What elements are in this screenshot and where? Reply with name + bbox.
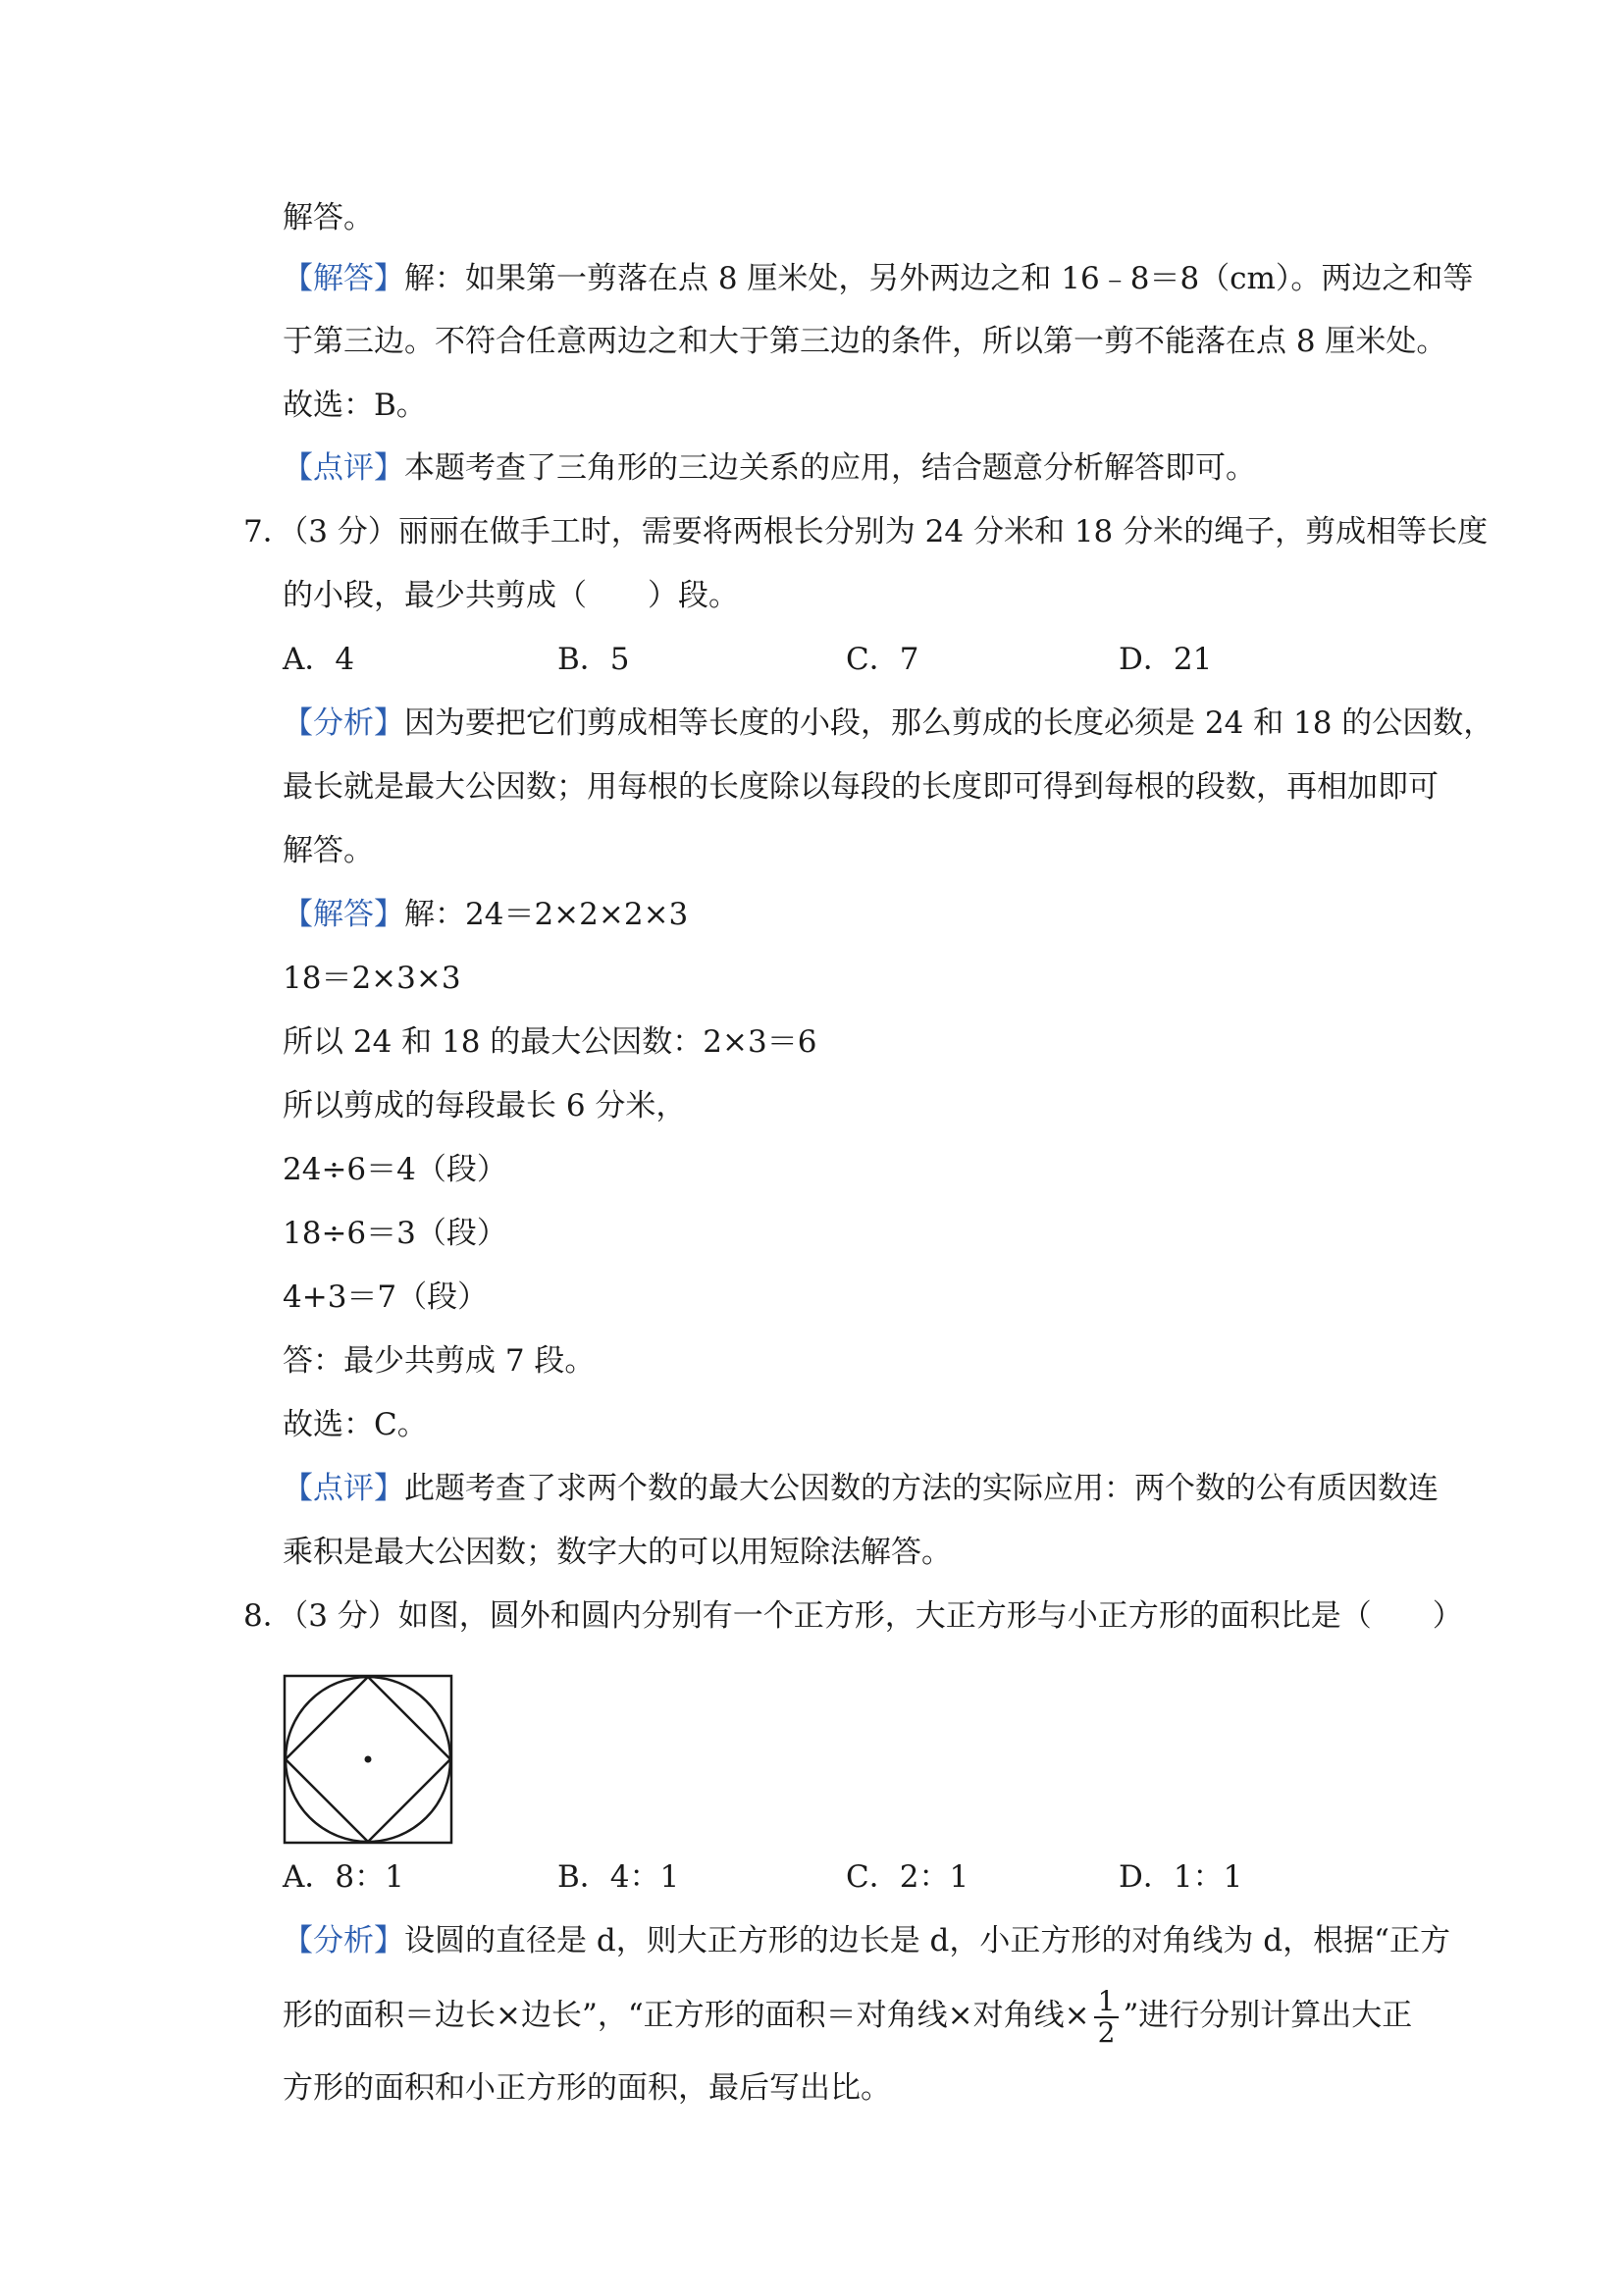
fraction-denominator: 2: [1097, 2015, 1116, 2049]
answer-paragraph: [283, 259, 1473, 298]
option-c: C．7: [846, 642, 919, 677]
analysis-paragraph: [283, 1921, 1450, 1960]
question-number: 7．: [243, 514, 293, 549]
text-line: 的小段，最少共剪成（ ）段。: [283, 578, 739, 613]
analysis-text: 设圆的直径是 d，则大正方形的边长是 d，小正方形的对角线为 d，根据“正方: [404, 1923, 1450, 1958]
solution-line: 18÷6＝3（段）: [283, 1216, 507, 1251]
choice-line: 故选：C。: [283, 1407, 428, 1442]
option-c: C．2：1: [846, 1859, 969, 1895]
solution-line: 18＝2×3×3: [283, 961, 461, 996]
option-b: B．5: [557, 642, 630, 677]
analysis-tag: 【分析】: [283, 1923, 404, 1958]
choice-line: 故选：B。: [283, 388, 427, 423]
text-line: 解答。: [283, 200, 374, 235]
circle-squares-figure: [283, 1674, 455, 1847]
analysis-text: 形的面积＝边长×边长”，“正方形的面积＝对角线×对角线×: [283, 1998, 1090, 2033]
answer-text: 解：24＝2×2×2×3: [404, 897, 689, 932]
question-7-stem: [243, 512, 1488, 551]
answer-tag: 【解答】: [283, 261, 404, 296]
option-b: B．4：1: [557, 1859, 680, 1895]
analysis-paragraph: [283, 704, 1493, 743]
option-d: D．21: [1119, 642, 1213, 677]
fraction-numerator: 1: [1094, 1987, 1120, 2018]
comment-paragraph: [283, 448, 1256, 488]
analysis-formula-line: [283, 1986, 1412, 2048]
comment-text: 此题考查了求两个数的最大公因数的方法的实际应用：两个数的公有质因数连: [404, 1471, 1439, 1506]
center-dot: [365, 1756, 372, 1763]
answer-tag: 【解答】: [283, 897, 404, 932]
solution-line: 所以 24 和 18 的最大公因数：2×3＝6: [283, 1024, 817, 1060]
solution-line: 所以剪成的每段最长 6 分米，: [283, 1088, 687, 1123]
comment-tag: 【点评】: [283, 450, 404, 486]
analysis-text: ”进行分别计算出大正: [1123, 1998, 1413, 2033]
text-line: 于第三边。不符合任意两边之和大于第三边的条件，所以第一剪不能落在点 8 厘米处。: [283, 324, 1447, 359]
question-number: 8．: [243, 1598, 293, 1634]
answer-paragraph: [283, 895, 688, 934]
option-a: A．8：1: [283, 1859, 404, 1895]
option-a: A．4: [283, 642, 355, 677]
comment-text: 本题考查了三角形的三边关系的应用，结合题意分析解答即可。: [404, 450, 1256, 486]
question-text: （3 分）丽丽在做手工时，需要将两根长分别为 24 分米和 18 分米的绳子，剪成相等长度: [292, 514, 1489, 549]
option-d: D．1：1: [1119, 1859, 1243, 1895]
solution-line: 答：最少共剪成 7 段。: [283, 1343, 596, 1379]
analysis-tag: 【分析】: [283, 705, 404, 741]
analysis-text: 因为要把它们剪成相等长度的小段，那么剪成的长度必须是 24 和 18 的公因数，: [404, 705, 1494, 741]
solution-line: 4+3＝7（段）: [283, 1279, 489, 1315]
text-line: 乘积是最大公因数；数字大的可以用短除法解答。: [283, 1535, 952, 1570]
question-8-stem: [243, 1596, 1463, 1636]
text-line: 方形的面积和小正方形的面积，最后写出比。: [283, 2070, 891, 2106]
comment-paragraph: [283, 1469, 1439, 1508]
answer-text: 解：如果第一剪落在点 8 厘米处，另外两边之和 16﹣8＝8（cm）。两边之和等: [404, 261, 1474, 296]
solution-line: 24÷6＝4（段）: [283, 1152, 507, 1187]
text-line: 最长就是最大公因数；用每根的长度除以每段的长度即可得到每根的段数，再相加即可: [283, 769, 1439, 805]
comment-tag: 【点评】: [283, 1471, 404, 1506]
question-text: （3 分）如图，圆外和圆内分别有一个正方形，大正方形与小正方形的面积比是（ ）: [292, 1598, 1463, 1634]
fraction-one-half: [1094, 1984, 1120, 2049]
text-line: 解答。: [283, 833, 374, 868]
